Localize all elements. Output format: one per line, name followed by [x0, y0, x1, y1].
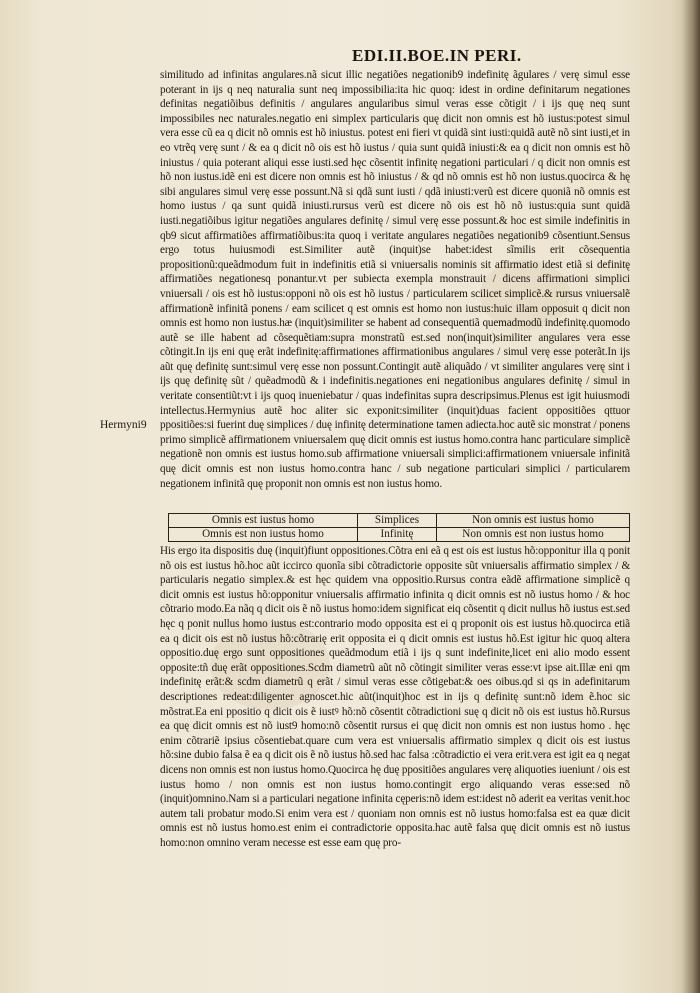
main-text-top: [160, 68, 630, 491]
table-cell: Non omnis est iustus homo: [437, 514, 630, 528]
table-row: [169, 528, 630, 542]
opposition-table: [168, 513, 630, 542]
opposition-table-grid: [168, 513, 630, 542]
table-cell: Simplices: [358, 514, 437, 528]
marginal-note: Hermyni9: [100, 419, 147, 431]
table-cell: Omnis est non iustus homo: [169, 528, 358, 542]
table-row: [169, 514, 630, 528]
main-text-bottom: [160, 544, 630, 850]
running-head: EDI.II.BOE.IN PERI.: [352, 46, 522, 65]
table-cell: Non omnis est non iustus homo: [437, 528, 630, 542]
table-cell: Infinitę: [358, 528, 437, 542]
paragraph: similitudo ad infinitas angulares.nã sicut illic negatiões negationib9 indefinitę ãgulares / verę simul esse poterant in ijs q neq naturalia sunt neq impossibilia:ita hic quoq: idest in ordine definitarum negationes definitas negatiõibus definitis / angulares angularibus simul veras esse cõtigit / i ijs quę neq sunt impossibiles nec naturales.negatio eni simplex particularis quę dicit non omnis est hõ iustus:potest simul vera esse cũ ea q dicit nõ omnis est hõ iniustus. potest eni fieri vt quidã sint iusti:quidã autẽ nõ sint iusti,et in eo vtrẽq verę sunt / & ea q dicit nõ ois est hõ iustus / quia sunt quidã iniusti:& ea q dicit non omnis est hõ iniustus / quia poterant aliqui esse iusti.sed hęc cõsentit infinitę negationi particulari / q dicit non omnis est hõ non iustus.idẽ eni est dicere non omnis est hõ iniustus / & qd nõ omnis est hõ non iustus.quocirca & hę sibi angulares simul verę esse possunt.Nã si qdã sunt iusti / qdã iniusti:verũ est dicere quoniã nõ omnis est homo iustus / qa sunt quidã iniusti.rursus verũ est dicere nõ ois est hõ nõ iustus:quia sunt quidã iusti.negatiõibus igitur negatiões angulares definitę / simul verę esse possunt.& hoc est simile indefinitis in qb9 sicut affirmatiões affirmatiõibus:ita quoq i veritate angulares negatiões negationib9 cõsentiunt.Sensus ergo totus huiusmodi est.Similiter autẽ (inquit)se habet:idest sĩmilis erit cõsequentia propositionũ:queãdmodum fuit in indefinitis etiã si vniuersalis nominis sit affirmatio idest etiã si definitę affirmatiões negationesq ponantur.vt per subiecta exempla monstrauit / dicens affirmationi simplici vniuersali / ois est hõ iustus:opponi nõ ois est hõ iustus / particularem scilicet simplicẽ.& rursus vniuersalẽ affirmationẽ infinitã ponens / eam scilicet q est omnis est homo non iustus:huic illam opposuit q dicit non omnis est homo non iustus.hæ (inquit)similiter se habent ad consequentiã quemadmodũ indefinitę.quomodo autẽ se ille habent ad cõsequẽtiam:supra monstratũ est.sed non(inquit)similiter angulares vera esse cõtingit.In ijs eni quę erãt indefinitę:affirmationes affirmationibus angulares / simul verę esse poterãt.In ijs aũt quę definitę sunt:simul verę esse non possunt.Contingit autẽ aliquãdo / vt similiter angulares verę sint i ijs quę definitę sũt / quẽadmodũ & i indefinitis.negationes eni negationibus angulares definitę / simul in veritate consentiũt:vt i ijs quoq inueniebatur / quas indefinitas supra descripsimus.Plenus est igit huiusmodi intellectus.Hermynius autẽ hoc aliter sic exponit:similiter (inquit)duas facient oppositiões qttuor ppositiões:si fuerint duę simplices / duę infinitę determinatione tamen adiecta.hoc autẽ sic monstrat / ponens primo simplicẽ affirmationem vniuersalem quę dicit omnis est iustus homo.contra hanc particulare simplicẽ negationẽ non omnis est iustus homo.sub affirmatione vniuersali simplici:affirmationem vniuersale infinitã quę dicit omnis est non iustus homo.contra hanc / sub negatione particulari simplici / particularem negationem infinitã quę proponit non omnis est non iustus homo.: [160, 69, 630, 490]
paragraph: His ergo ita dispositis duę (inquit)fiunt oppositiones.Cõtra eni eã q est ois est iustus hõ:opponitur illa q ponit nõ ois est iustus hõ.hoc aũt iccirco quonĩa sibi cõtradictorie opposite sũt vniuersalis affirmatio simplex / & particularis negatio simplex.& est hęc quidem vna oppositio.Rursus contra eãdẽ affirmatione simplicẽ q dicit omnis est iustus hõ:opponitur vniuersalis affirmatio infinita q dicit omnis est nõ iustus homo / & hoc cõtrario modo.Ea nãq q dicit ois ẽ nõ iustus homo:idem significat eiq cõsentit q dicit nullus hõ iustus est.sed hęc q ponit nullus homo iustus est:contrario modo opposita est ei q proponit ois est iustus hõ.quocirca etiã ea q dicit ois est nõ iustus hõ:cõtrarię erit opposita ei q dicit omnis est iustus hõ.Est igitur hic quoq altera oppositio.duę ergo sunt oppositiones queãdmodum etiã i ijs q sunt indefinite,licet eni alio modo essent opposite:tñ duę erãt oppositiones.Scdm diametrũ aũt nõ cõtingit similiter veras esse:vt ipse ait.Illæ eni qm indefinitę erãt:& scdm diametrũ q erãt / simul veras esse cõtigebat:& oes oibus.qd si qs in adefinitarum descriptiones redeat:diligenter agnoscet.hic aũt(inquit)hoc est in ijs q definitę sunt:nõ idem ẽ.hoc sic mõstrat.Ea eni ppositio q dicit ois ẽ iustꝰ hõ:nõ cõsentit cõtradictioni suę q dicit nõ ois est iustus hõ.Rursus ea quę dicit omnis est nõ iust9 homo:nõ cõsentit rursus ei quę dicit non omnis est non iustus homo . hęc enim cõtrariẽ ipsius cõsentiebat.quare cum vera est vniuersalis affirmatio simplex q dicit ois est iustus hõ:sine dubio falsa ẽ ea q dicit ois ẽ nõ iustus hõ.sed hac falsa :cõtradictio ei vera erit.vera est igit ea q negat dicens non omnis est non iustus homo.Quocirca hę duę ppositiões angulares verę aliquoties iueniunt / ois est iustus homo / non omnis est non iustus homo.contingit ergo aliquando veras esse:sed nõ (inquit)omnino.Nam si a particulari negatione infinita cęperis:nõ idem est:idest nõ aderit ea veritas venit.hoc autem tali probatur modo.Si enim vera est / quoniam non omnis est nõ iustus homo:falsa est ea quæ dicit omnis est nõ iustus homo.est enim ei contradictorie opposita.hac autẽ falsa quę dicit omnis est nõ iustus homo:non omnino veram necesse est esse eam quę pro-: [160, 545, 630, 849]
table-cell: Omnis est iustus homo: [169, 514, 358, 528]
page-edge-shadow: [682, 0, 700, 993]
